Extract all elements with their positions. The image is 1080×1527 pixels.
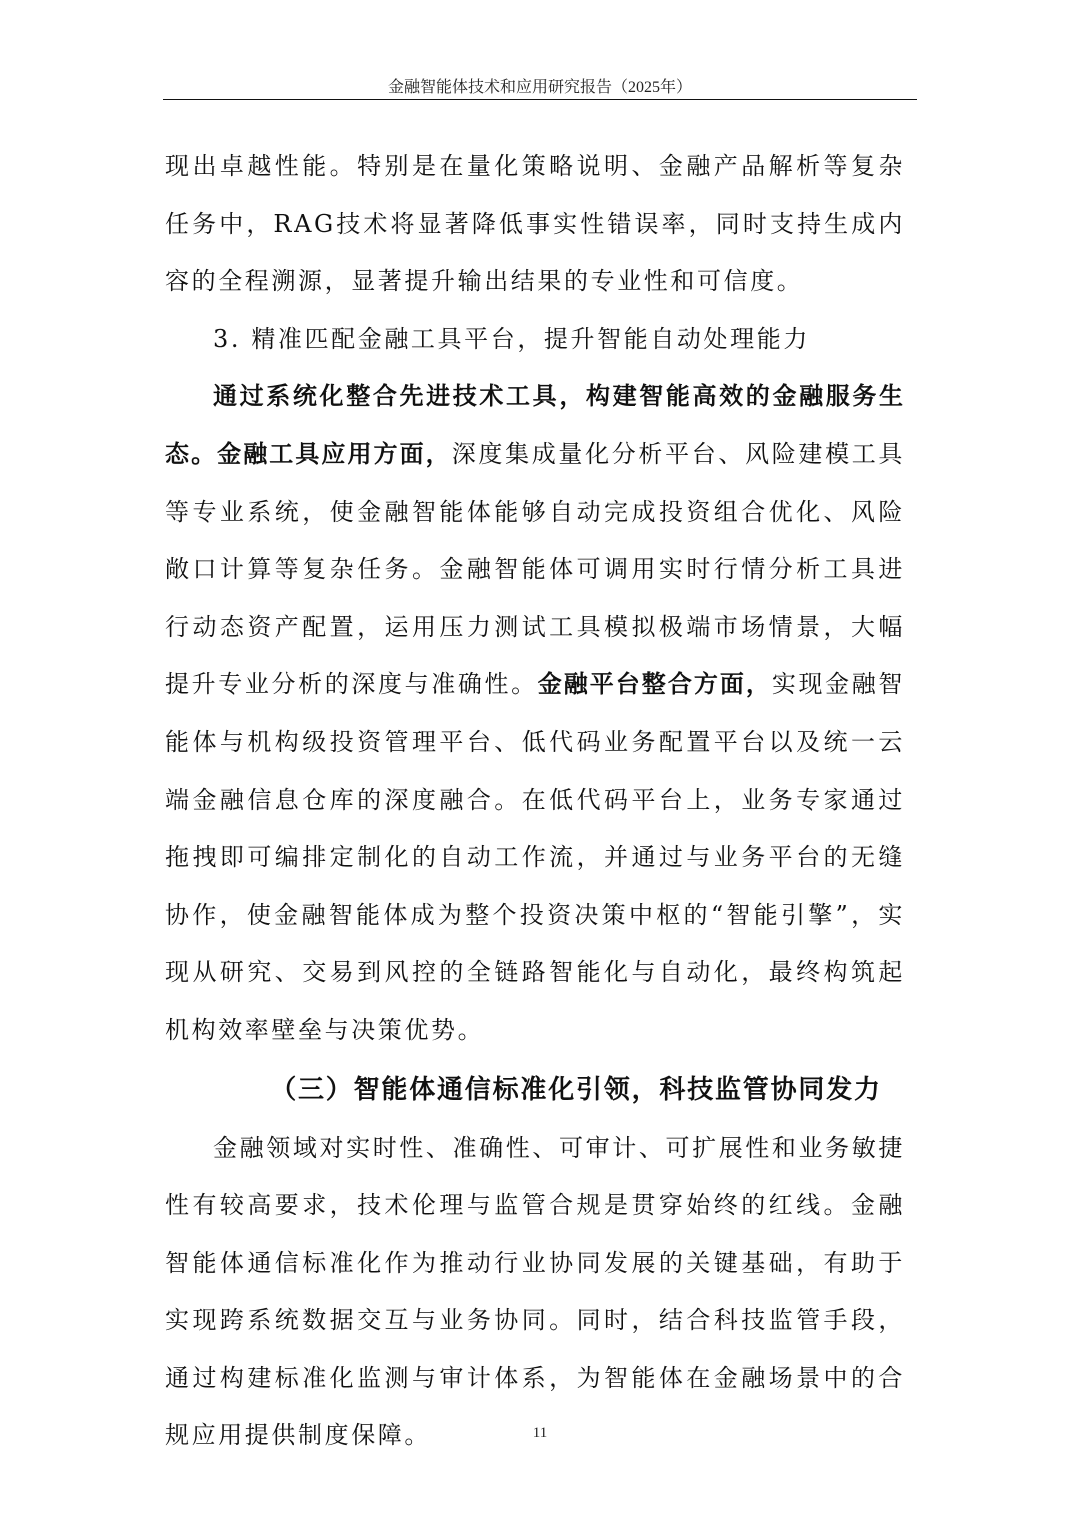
paragraph-continuation: 现出卓越性能。特别是在量化策略说明、金融产品解析等复杂任务中，RAG技术将显著降低事实性错误率，同时支持生成内容的全程溯源，显著提升输出结果的专业性和可信度。 [165,152,905,296]
tools-aspect-text: 深度集成量化分析平台、风险建模工具等专业系统，使金融智能体能够自动完成投资组合优化、风险敞口计算等复杂任务。金融智能体可调用实时行情分析工具进行动态资产配置，运用压力测试工具模拟极端市场情景，大幅提升专业分析的深度与准确性。 [165,439,906,699]
section-heading-3: （三）智能体通信标准化引领，科技监管协同发力 [270,1074,882,1105]
page-number: 11 [532,1425,548,1441]
paragraph-standardization: 金融领域对实时性、准确性、可审计、可扩展性和业务敏捷性有较高要求，技术伦理与监管合规是贯穿始终的红线。金融智能体通信标准化作为推动行业协同发展的关键基础，有助于实现跨系统数据交互与业务协同。同时，结合科技监管手段，通过构建标准化监测与审计体系，为智能体在金融场景中的合规应用提供制度保障。 [165,1133,905,1450]
running-header: 金融智能体技术和应用研究报告（2025年） [387,79,692,96]
subheading-3: 3. 精准匹配金融工具平台，提升智能自动处理能力 [213,324,810,353]
header-divider [163,99,917,100]
paragraph-lead-bold: 通过系统化整合先进技术工具，构建智能高效的金融服务生态。 [165,382,905,468]
paragraph-tools-platforms [165,368,905,1059]
platform-aspect-label: 金融平台整合方面， [537,670,772,699]
tools-aspect-label: 金融工具应用方面， [217,439,452,468]
platform-aspect-text: 实现金融智能体与机构级投资管理平台、低代码业务配置平台以及统一云端金融信息仓库的深度融合。在低代码平台上，业务专家通过拖拽即可编排定制化的自动工作流，并通过与业务平台的无缝协作，使金融智能体成为整个投资决策中枢的“智能引擎”，实现从研究、交易到风控的全链路智能化与自动化，最终构筑起机构效率壁垒与决策优势。 [165,670,906,1044]
page-body [165,138,905,1465]
